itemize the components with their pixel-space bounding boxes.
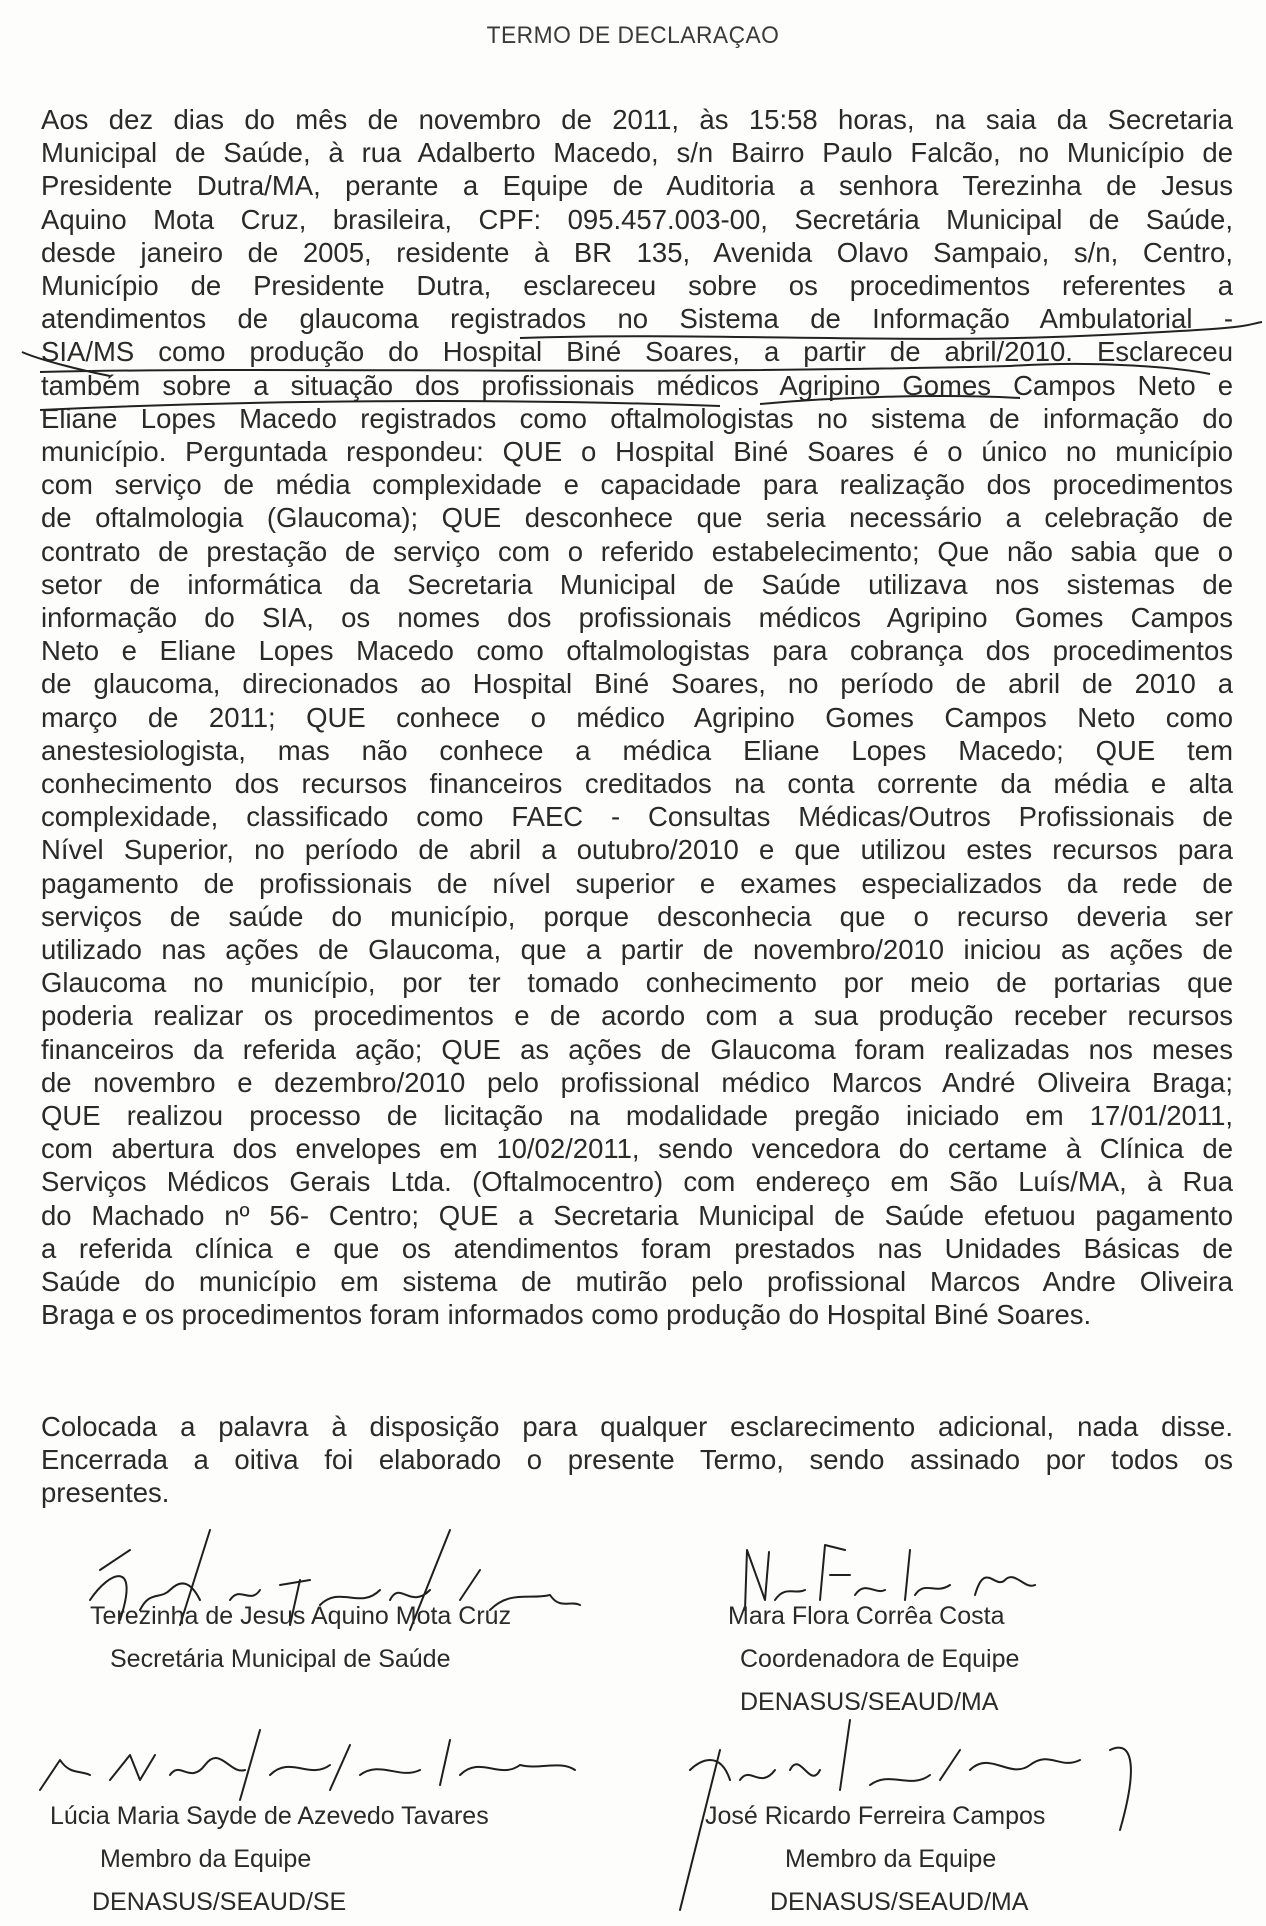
- body-text-line: Neto e Eliane Lopes Macedo como oftalmologistas para cobrança dos procedimentos: [41, 635, 1233, 667]
- signatory-org: DENASUS/SEAUD/MA: [740, 1688, 999, 1716]
- body-text-line: Nível Superior, no período de abril a outubro/2010 e que utilizou estes recursos para: [41, 834, 1233, 866]
- body-text-line: março de 2011; QUE conhece o médico Agripino Gomes Campos Neto como: [41, 701, 1233, 733]
- body-text-line: município. Perguntada respondeu: QUE o Hospital Biné Soares é o único no município: [41, 436, 1233, 467]
- body-text-line: também sobre a situação dos profissionais médicos Agripino Gomes Campos Neto e: [41, 369, 1233, 401]
- body-text-line: do Machado nº 56- Centro; QUE a Secretaria Municipal de Saúde efetuou pagamento: [41, 1199, 1233, 1231]
- body-text-line: com abertura dos envelopes em 10/02/2011, sendo vencedora do certame à Clínica de: [41, 1133, 1233, 1165]
- body-text-line: poderia realizar os procedimentos e de acordo com a sua produção receber recursos: [41, 1000, 1233, 1032]
- body-text-line: contrato de prestação de serviço com o referido estabelecimento; Que não sabia que o: [41, 535, 1233, 567]
- signatory-name: José Ricardo Ferreira Campos: [705, 1802, 1046, 1830]
- body-text-line: SIA/MS como produção do Hospital Biné Soares, a partir de abril/2010. Esclareceu: [41, 336, 1233, 368]
- body-text-line: anestesiologista, mas não conhece a médica Eliane Lopes Macedo; QUE tem: [41, 734, 1233, 766]
- body-text-line: conhecimento dos recursos financeiros creditados na conta corrente da média e alta: [41, 768, 1233, 799]
- document-title: TERMO DE DECLARAÇAO: [486, 22, 780, 49]
- body-text-line: serviços de saúde do município, porque desconhecia que o recurso deveria ser: [41, 900, 1233, 932]
- body-text-line: Eliane Lopes Macedo registrados como oftalmologistas no sistema de informação do: [41, 402, 1233, 434]
- body-text-line: informação do SIA, os nomes dos profissionais médicos Agripino Gomes Campos: [41, 602, 1233, 633]
- body-text-line: complexidade, classificado como FAEC - Consultas Médicas/Outros Profissionais de: [41, 801, 1233, 833]
- body-text-line: Serviços Médicos Gerais Ltda. (Oftalmocentro) com endereço em São Luís/MA, à Rua: [41, 1166, 1233, 1198]
- signatory-role: Membro da Equipe: [100, 1845, 312, 1873]
- body-text-line: atendimentos de glaucoma registrados no Sistema de Informação Ambulatorial -: [41, 303, 1233, 335]
- body-text-line: a referida clínica e que os atendimentos foram prestados nas Unidades Básicas de: [41, 1232, 1233, 1264]
- signatory-name: Terezinha de Jesus Aquino Mota Cruz: [90, 1602, 512, 1630]
- body-text-line: Aos dez dias do mês de novembro de 2011, às 15:58 horas, na saia da Secretaria: [41, 104, 1233, 135]
- closing-text-line: Colocada a palavra à disposição para qualquer esclarecimento adicional, nada disse.: [41, 1411, 1233, 1442]
- body-text-line: Presidente Dutra/MA, perante a Equipe de Auditoria a senhora Terezinha de Jesus: [41, 170, 1233, 202]
- body-text-line: de oftalmologia (Glaucoma); QUE desconhece que seria necessário a celebração de: [41, 502, 1233, 534]
- body-text-line: de novembro e dezembro/2010 pelo profissional médico Marcos André Oliveira Braga;: [41, 1066, 1233, 1098]
- body-text-line: QUE realizou processo de licitação na modalidade pregão iniciado em 17/01/2011,: [41, 1100, 1233, 1131]
- body-text-line: utilizado nas ações de Glaucoma, que a partir de novembro/2010 iniciou as ações de: [41, 934, 1233, 965]
- signatory-org: DENASUS/SEAUD/MA: [770, 1888, 1029, 1916]
- body-text-line: desde janeiro de 2005, residente à BR 135, Avenida Olavo Sampaio, s/n, Centro,: [41, 236, 1233, 268]
- closing-text-line: Encerrada a oitiva foi elaborado o presente Termo, sendo assinado por todos os: [41, 1444, 1233, 1475]
- signatory-role: Coordenadora de Equipe: [740, 1645, 1020, 1673]
- body-text-line: Saúde do município em sistema de mutirão pelo profissional Marcos Andre Oliveira: [41, 1266, 1233, 1297]
- body-text-line: com serviço de média complexidade e capacidade para realização dos procedimentos: [41, 469, 1233, 501]
- body-text-line: Municipal de Saúde, à rua Adalberto Macedo, s/n Bairro Paulo Falcão, no Município de: [41, 137, 1233, 169]
- closing-text-line: presentes.: [41, 1477, 170, 1508]
- signatory-org: DENASUS/SEAUD/SE: [92, 1888, 347, 1916]
- body-text-line: Glaucoma no município, por ter tomado conhecimento por meio de portarias que: [41, 967, 1233, 999]
- body-text-line: pagamento de profissionais de nível superior e exames especializados da rede de: [41, 867, 1233, 899]
- body-text-line: setor de informática da Secretaria Municipal de Saúde utilizava nos sistemas de: [41, 568, 1233, 600]
- body-text-line: Município de Presidente Dutra, esclareceu sobre os procedimentos referentes a: [41, 270, 1233, 301]
- signatory-name: Lúcia Maria Sayde de Azevedo Tavares: [50, 1802, 489, 1830]
- signatory-role: Membro da Equipe: [785, 1845, 997, 1873]
- body-text-line: Aquino Mota Cruz, brasileira, CPF: 095.457.003-00, Secretária Municipal de Saúde,: [41, 203, 1233, 235]
- signature-ink-lucia: [30, 1730, 590, 1800]
- body-text-line: financeiros da referida ação; QUE as ações de Glaucoma foram realizadas nos meses: [41, 1033, 1233, 1065]
- signatory-name: Mara Flora Corrêa Costa: [728, 1602, 1005, 1630]
- body-text-line: Braga e os procedimentos foram informados como produção do Hospital Biné Soares.: [41, 1299, 1092, 1331]
- signatory-role: Secretária Municipal de Saúde: [110, 1645, 451, 1673]
- body-text-line: de glaucoma, direcionados ao Hospital Biné Soares, no período de abril de 2010 a: [41, 668, 1233, 700]
